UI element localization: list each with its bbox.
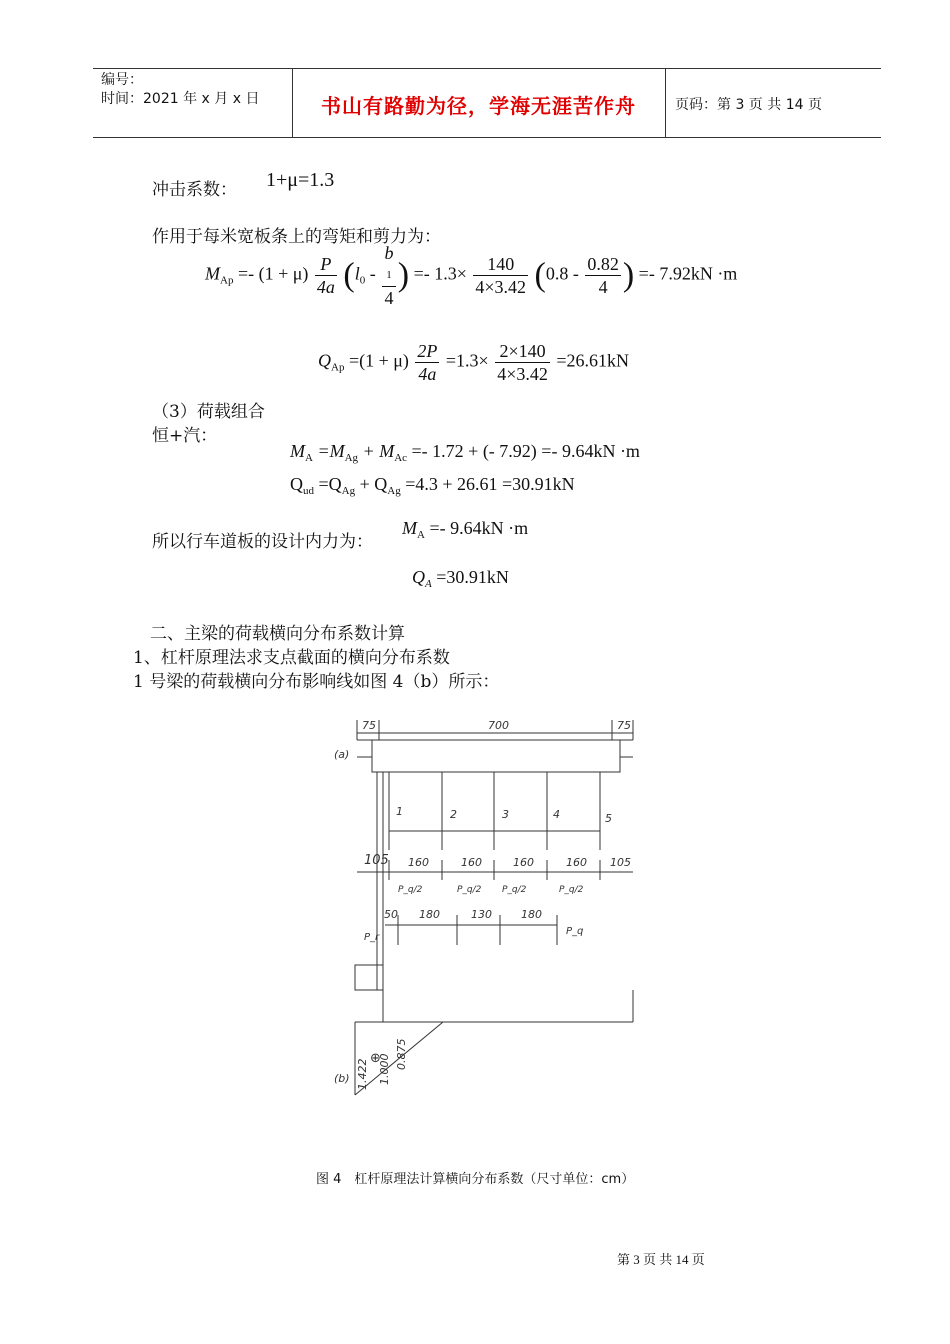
dim-top-right: 75 bbox=[617, 719, 631, 732]
pr-label: P_r bbox=[364, 932, 380, 943]
dim-top-left: 75 bbox=[362, 719, 376, 732]
impact-value: 1+μ=1.3 bbox=[266, 169, 335, 191]
equation-design-qa: $Q_A =30.91kN$ bbox=[412, 567, 509, 590]
load-spacing-3: 180 bbox=[521, 908, 542, 921]
sub1-title: 1、杠杆原理法求支点截面的横向分布系数 bbox=[133, 648, 450, 668]
header-meta bbox=[101, 71, 259, 109]
dead-plus-vehicle: 恒+汽： bbox=[152, 426, 218, 446]
moment-shear-intro: 作用于每米宽板条上的弯矩和剪力为： bbox=[152, 227, 441, 247]
label-b: (b) bbox=[334, 1072, 350, 1085]
beam-number-4: 4 bbox=[553, 808, 560, 821]
equation-qud-combo: $Q_{ud} =Q_{Ag} + Q_{Ag} =4.3 + 26.61 =30.91kN$ bbox=[290, 474, 575, 497]
sub1-desc: 1 号梁的荷载横向分布影响线如图 4（b）所示： bbox=[133, 672, 500, 692]
spacing-dim-2: 160 bbox=[461, 856, 482, 869]
page-footer: 第 3 页 共 14 页 bbox=[617, 1252, 705, 1267]
load-spacing-1: 180 bbox=[419, 908, 440, 921]
load-spacing-0: 50 bbox=[384, 908, 398, 921]
pq-label: P_q bbox=[566, 926, 584, 937]
beam-number-1: 1 bbox=[396, 805, 403, 818]
header-motto: 书山有路勤为径，学海无涯苦作舟 bbox=[321, 94, 636, 118]
spacing-dim-1: 160 bbox=[408, 856, 429, 869]
spacing-dim-right: 105 bbox=[610, 856, 631, 869]
load-spacing-2: 130 bbox=[471, 908, 492, 921]
load-label-3: P_q/2 bbox=[502, 885, 527, 895]
equation-map: $M_{Ap} =- (1 + \mu)$ $\frac{P}{4a}$ ($l_0$ - b 1 4 ) =- 1.3× $\frac{140}{4\times 3.42}$ (0.8 - $\frac{0.82}{4}$ ) =- 7.92kN ·m bbox=[205, 243, 738, 308]
beam-number-3: 3 bbox=[502, 808, 509, 821]
load-label-1: P_q/2 bbox=[398, 885, 423, 895]
time-label: 时间：2021 年 x 月 x 日 bbox=[101, 91, 260, 107]
equation-qap: $Q_{Ap} =(1 + \mu)$ $\frac{2P}{4a}$ =1.3× $\frac{2\times 140}{4\times 3.42}$ =26.61kN bbox=[318, 341, 630, 384]
design-force-label: 所以行车道板的设计内力为： bbox=[152, 532, 373, 552]
beam-number-5: 5 bbox=[605, 812, 612, 825]
load-label-4: P_q/2 bbox=[559, 885, 584, 895]
plus-sign: ⊕ bbox=[370, 1051, 381, 1066]
spacing-dim-4: 160 bbox=[566, 856, 587, 869]
influence-value-3: 0.875 bbox=[395, 1038, 408, 1070]
figure-caption: 图 4 杠杆原理法计算横向分布系数（尺寸单位：cm） bbox=[316, 1172, 635, 1187]
figure-4-diagram bbox=[325, 710, 645, 1110]
document-header bbox=[93, 68, 881, 138]
influence-value-1: 1.422 bbox=[356, 1058, 369, 1090]
number-label: 编号： bbox=[101, 72, 143, 88]
header-divider-right bbox=[665, 69, 666, 137]
equation-ma-combo: $M_A =M_{Ag} + M_{Ac} =- 1.72$ + (- 7.92) =- 9.64kN ·m bbox=[290, 441, 640, 464]
load-combo-title: （3）荷载组合 bbox=[152, 402, 265, 422]
label-a: (a) bbox=[334, 748, 350, 761]
influence-value-2: 1.000 bbox=[378, 1053, 391, 1085]
load-label-2: P_q/2 bbox=[457, 885, 482, 895]
impact-label: 冲击系数： bbox=[152, 180, 237, 200]
dim-top-mid: 700 bbox=[488, 719, 509, 732]
section2-title: 二、主梁的荷载横向分布系数计算 bbox=[150, 624, 405, 644]
spacing-dim-left: 105 bbox=[364, 853, 389, 868]
equation-design-ma: $M_A =- 9.64kN \cdot m$ bbox=[402, 518, 529, 541]
header-page-label: 页码：第 3 页 共 14 页 bbox=[675, 97, 822, 113]
spacing-dim-3: 160 bbox=[513, 856, 534, 869]
beam-number-2: 2 bbox=[450, 808, 457, 821]
